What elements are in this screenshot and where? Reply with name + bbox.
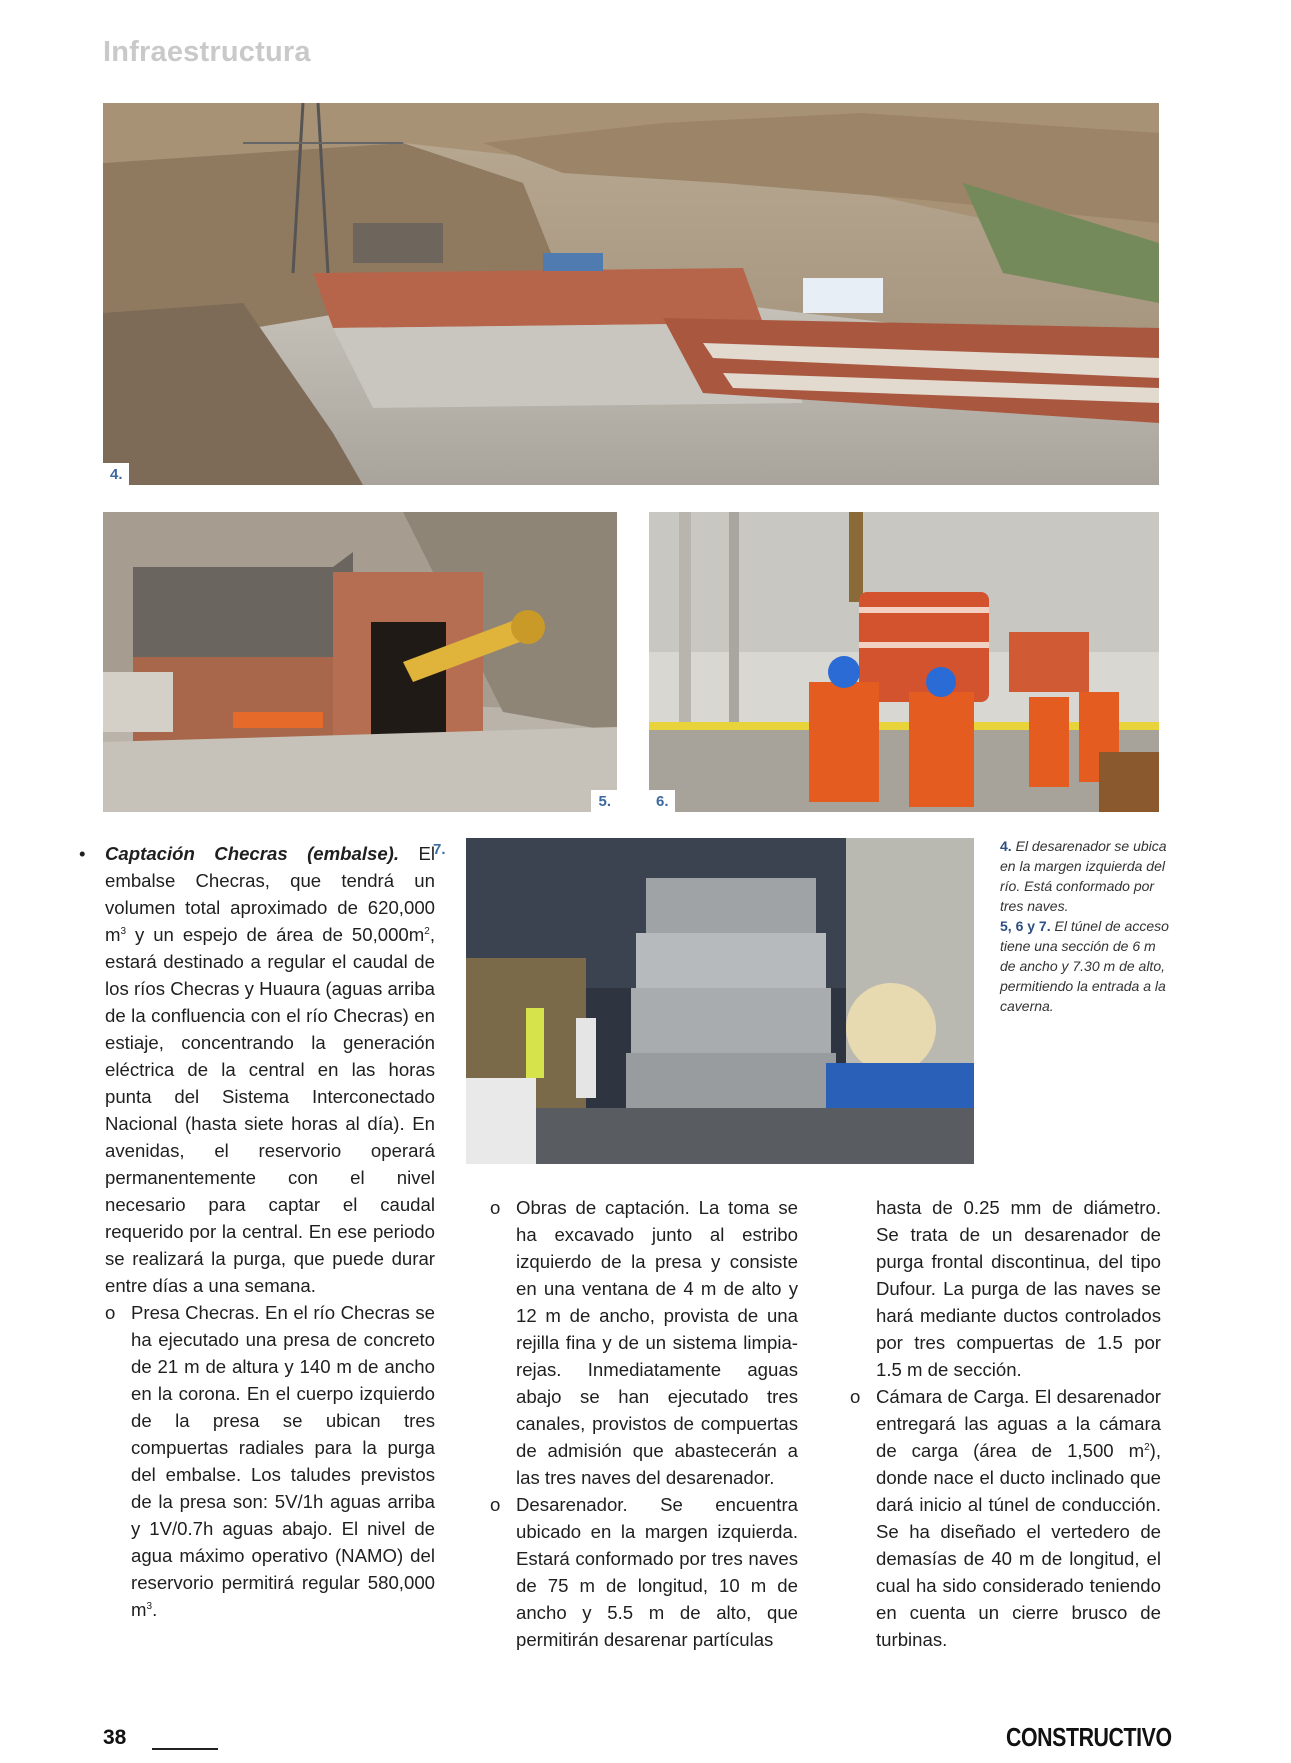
caption-number: 5, 6 y 7. xyxy=(1000,918,1051,934)
caption-number: 4. xyxy=(1000,838,1012,854)
photo-stator-assembly xyxy=(433,838,974,1164)
superscript: 3 xyxy=(120,925,127,937)
photo-desarenador xyxy=(103,103,1159,485)
sub-marker: o xyxy=(850,1386,861,1407)
paragraph-text: y un espejo de área de 50,000m xyxy=(126,924,425,945)
photo-captions xyxy=(1000,836,1172,1016)
caption-text: El túnel de acceso tiene una sección de 6 m de ancho y 7.30 m de alto, permitiendo la entrada a la caverna. xyxy=(1000,918,1169,1014)
sub-item-presa xyxy=(105,1299,435,1623)
superscript: 3 xyxy=(146,1600,153,1612)
text-column-2 xyxy=(490,1194,798,1653)
magazine-logo: CONSTRUCTIVO xyxy=(1006,1722,1172,1752)
page-number: 38 xyxy=(103,1726,127,1749)
text-column-3 xyxy=(850,1194,1161,1653)
paragraph-text: Desarenador. Se encuentra ubicado en la margen izquierda. Estará conformado por tres naves de 75 m de longitud, 10 m de ancho y 5.5 m de alto, que permitirán desarenar partículas xyxy=(516,1494,798,1650)
paragraph-text: Obras de captación. La toma se ha excavado junto al estribo izquierdo de la presa y consiste en una ventana de 4 m de alto y 12 m de ancho, provista de una rejilla fina y de un sistema limpia-rejas. Inmediatamente aguas abajo se han ejecutado tres canales, provistos de compuertas de admisión que abastecerán a las tres naves del desarenador. xyxy=(516,1197,798,1488)
section-title: Infraestructura xyxy=(103,36,311,68)
sub-marker: o xyxy=(490,1494,501,1515)
photo-label-4: 4. xyxy=(103,463,129,485)
bullet-heading: Captación Checras (embalse). xyxy=(105,843,400,864)
paragraph-text: hasta de 0.25 mm de diámetro. Se trata de un desarenador de purga frontal discontinua, del tipo Dufour. La purga de las naves se hará mediante ductos controlados por tres compuertas de 1.5 por 1.5 m de sección. xyxy=(876,1197,1161,1380)
caption-text: El desarenador se ubica en la margen izquierda del río. Está conformado por tres naves. xyxy=(1000,838,1167,914)
photo-label-5: 5. xyxy=(591,790,617,812)
superscript: 2 xyxy=(424,925,430,937)
sub-item-desarenador-cont xyxy=(850,1194,1161,1383)
superscript: 2 xyxy=(1144,1441,1150,1453)
photo-label-7: 7. xyxy=(426,838,452,860)
paragraph-text: Presa Checras. En el río Checras se ha ejecutado una presa de concreto de 21 m de altura y 140 m de ancho en la corona. En el cuerpo izquierdo de la presa se ubican tres compuertas radiales para la purga del embalse. Los taludes previstos de la presa son: 5V/1h aguas arriba y 1V/0.7h aguas abajo. El nivel de agua máximo operativo (NAMO) del reservorio permitirá regular 580,000 m xyxy=(131,1302,435,1620)
sub-item-desarenador xyxy=(490,1491,798,1653)
paragraph-text: Cámara de Carga. El desarenador entregará las aguas a la cámara de carga (área de 1,500 m xyxy=(876,1386,1161,1461)
photo-generator-rotors xyxy=(649,512,1159,812)
sub-item-camara xyxy=(850,1383,1161,1653)
paragraph-text: ), donde nace el ducto inclinado que dará inicio al túnel de conducción. Se ha diseñado el vertedero de demasías de 40 m de longitud, el cual ha sido considerado teniendo en cuenta un cierre brusco de turbinas. xyxy=(876,1440,1161,1650)
photo-label-6: 6. xyxy=(649,790,675,812)
sub-marker: o xyxy=(105,1302,116,1323)
paragraph-text: , estará destinado a regular el caudal de los ríos Checras y Huaura (aguas arriba de la confluencia con el río Checras) en estiaje, concentrando la generación eléctrica de la central en las horas punta del Sistema Interconectado Nacional (hasta siete horas al día). En avenidas, el reservorio operará permanentemente con el nivel necesario para captar el caudal requerido por la central. En ese periodo se realizará la purga, que puede durar entre días a una semana. xyxy=(105,924,435,1296)
bullet-marker: • xyxy=(79,843,86,864)
text-column-1 xyxy=(79,840,435,1623)
paragraph-text: . xyxy=(152,1599,158,1620)
paragraph-text: El embalse Checras, que tendrá un volumen total aproximado de 620,000 m xyxy=(105,843,435,945)
bullet-captacion xyxy=(79,840,435,1299)
footer-rule xyxy=(152,1748,218,1750)
sub-item-obras xyxy=(490,1194,798,1491)
sub-marker: o xyxy=(490,1197,501,1218)
photo-tunnel-entrance xyxy=(103,512,617,812)
